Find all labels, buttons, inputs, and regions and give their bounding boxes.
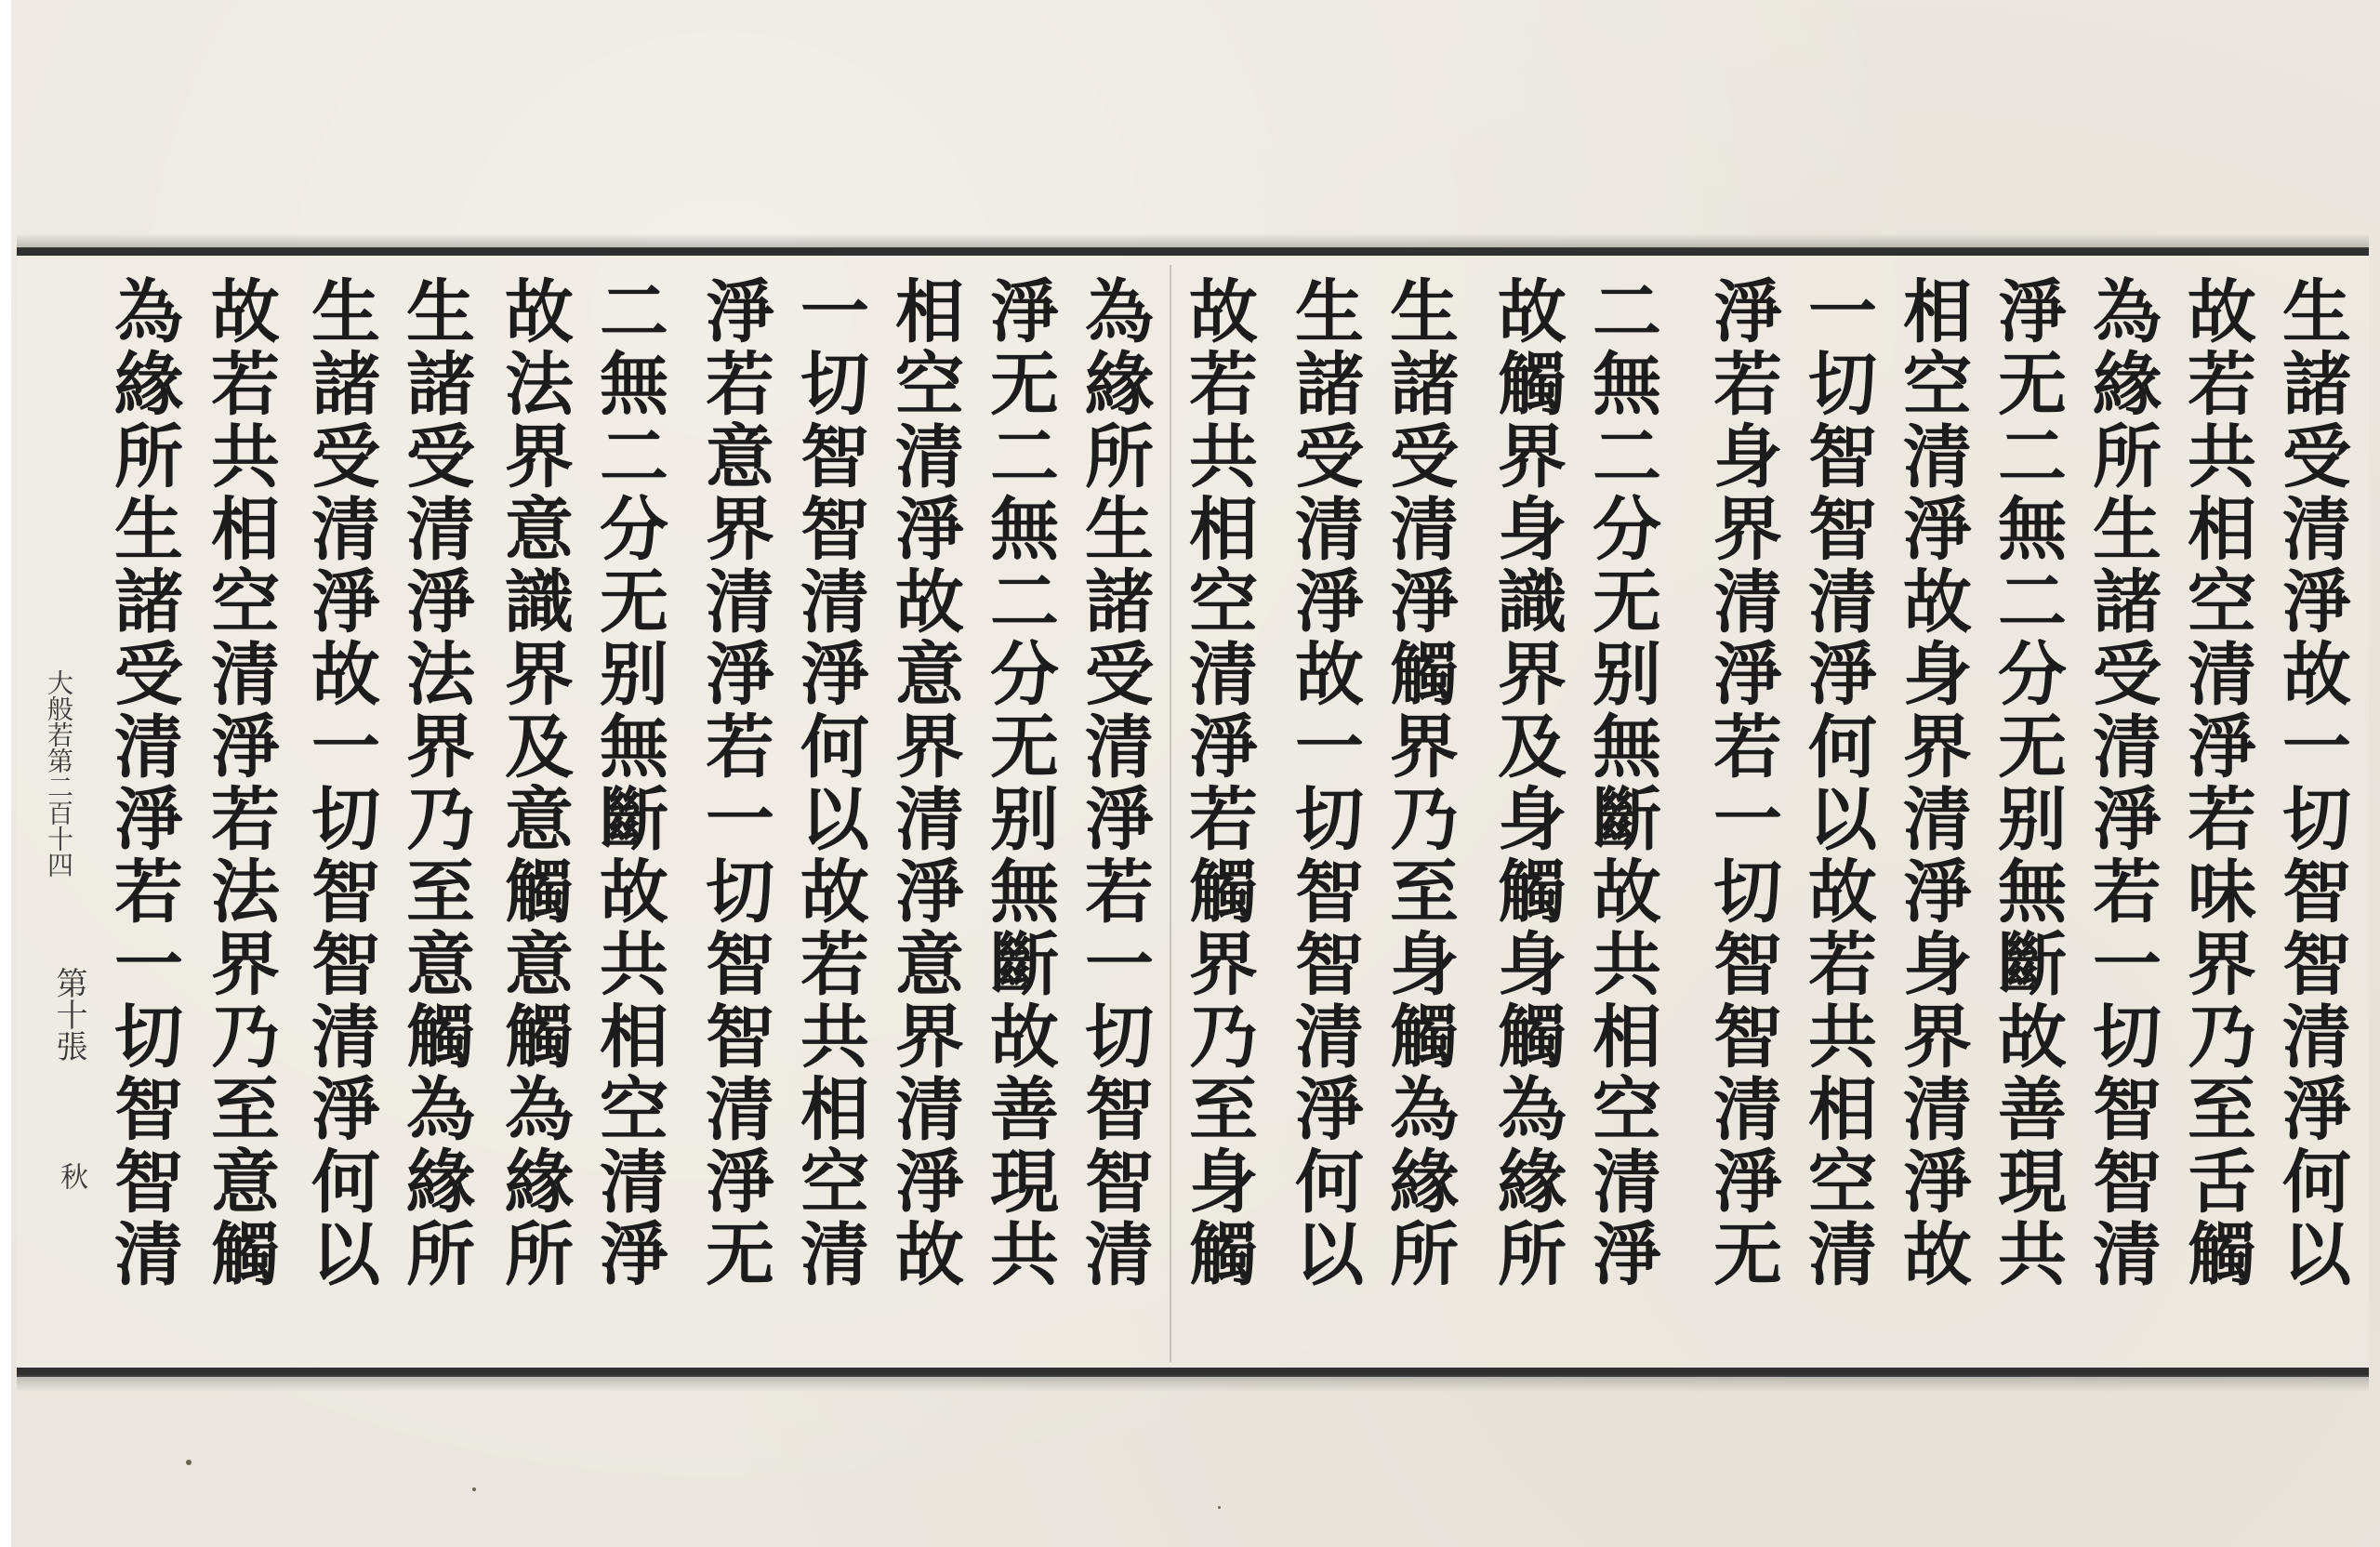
text-column-8: 二無二分无别無斷故共相空清淨 <box>1581 275 1661 1290</box>
text-column-21: 生諸受清淨故一切智智清淨何以 <box>300 275 380 1290</box>
text-column-11: 生諸受清淨故一切智智清淨何以 <box>1284 275 1364 1290</box>
margin-page-number: 第十張 <box>50 967 87 1062</box>
text-column-3: 為緣所生諸受清淨若一切智智清 <box>2082 275 2162 1290</box>
text-column-18: 二無二分无别無斷故共相空清淨 <box>588 275 668 1290</box>
text-column-19: 故法界意識界及意觸意觸為緣所 <box>494 275 574 1290</box>
text-column-10: 生諸受清淨觸界乃至身觸為緣所 <box>1379 275 1459 1290</box>
text-column-17: 淨若意界清淨若一切智智清淨无 <box>694 275 774 1290</box>
text-column-9: 故觸界身識界及身觸身觸為緣所 <box>1487 275 1567 1290</box>
text-column-20: 生諸受清淨法界乃至意觸為緣所 <box>395 275 475 1290</box>
text-column-22: 故若共相空清淨若法界乃至意觸 <box>200 275 280 1290</box>
text-column-2: 故若共相空清淨若味界乃至舌觸 <box>2176 275 2256 1290</box>
text-column-15: 相空清淨故意界清淨意界清淨故 <box>884 275 964 1290</box>
text-column-7: 淨若身界清淨若一切智智清淨无 <box>1702 275 1782 1290</box>
fold-line <box>1170 265 1171 1362</box>
text-column-14: 淨无二無二分无别無斷故善現共 <box>979 275 1059 1290</box>
text-column-16: 一切智智清淨何以故若共相空清 <box>789 275 869 1290</box>
text-column-23: 為緣所生諸受清淨若一切智智清 <box>103 275 183 1290</box>
paper-speck <box>472 1488 476 1491</box>
text-column-12: 故若共相空清淨若觸界乃至身觸 <box>1178 275 1258 1290</box>
frame-bottom-shadow <box>17 1375 2369 1392</box>
text-column-6: 一切智智清淨何以故若共相空清 <box>1797 275 1877 1290</box>
margin-mark: 秋 <box>55 1162 87 1190</box>
text-column-4: 淨无二無二分无别無斷故善現共 <box>1987 275 2067 1290</box>
paper-speck <box>1218 1506 1221 1509</box>
paper-speck <box>186 1460 192 1465</box>
margin-volume-title: 大般若第二百十四 <box>44 669 74 878</box>
frame-top-shadow <box>17 233 2369 248</box>
text-column-5: 相空清淨故身界清淨身界清淨故 <box>1892 275 1972 1290</box>
text-column-13: 為緣所生諸受清淨若一切智智清 <box>1074 275 1154 1290</box>
text-column-1: 生諸受清淨故一切智智清淨何以 <box>2271 275 2351 1290</box>
